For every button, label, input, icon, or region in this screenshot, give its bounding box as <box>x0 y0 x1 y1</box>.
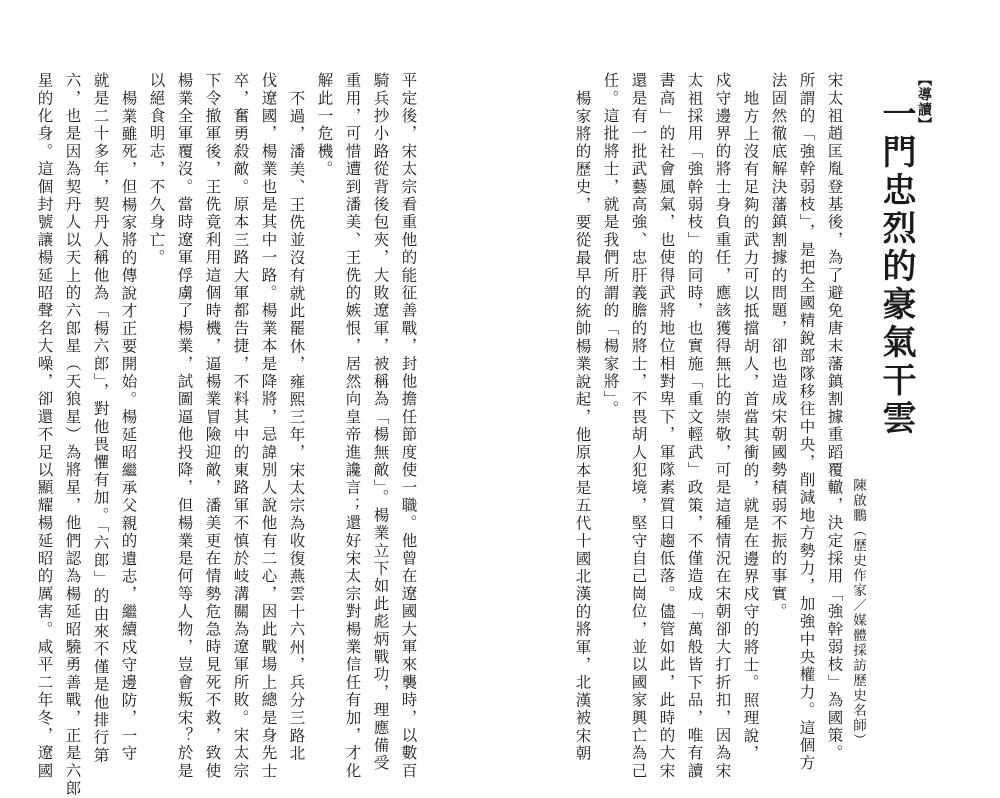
text-column: 任。這批將士，就是我們所謂的「楊家將」。 <box>601 72 620 419</box>
section-tag: 【導讀】 <box>916 72 932 132</box>
text-column: 地方上沒有足夠的武力可以抵擋胡人，首當其衝的，就是在邊界戍守的將士。照理說， <box>741 90 760 763</box>
author-role: （歷史作家／媒體採訪歷史名師） <box>850 523 866 748</box>
text-column: 下令撤軍後，王侁竟利用這個時機，逼楊業冒險迎敵，潘美更在情勢危急時見死不救，致使 <box>203 72 222 780</box>
text-column: 太祖採用「強幹弱枝」的同時，也實施「重文輕武」政策，不僅造成「萬般皆下品，唯有讀 <box>685 72 704 780</box>
text-column: 還是有一批武藝高強、忠肝義膽的將士，不畏胡人犯境，堅守自己崗位，並以國家興亡為己 <box>629 72 648 780</box>
text-column: 以絕食明志，不久身亡。 <box>147 72 166 267</box>
text-column: 就是二十多年，契丹人稱他為「楊六郎」，對他畏懼有加。「六郎」的由來不僅是他排行第 <box>91 72 110 765</box>
text-column: 宋太祖趙匡胤登基後，為了避免唐末藩鎮割據重蹈覆轍，決定採用「強幹弱枝」為國策。 <box>825 72 844 763</box>
text-column: 書高」的社會風氣，也使得武將地位相對卑下，軍隊素質日趨低落。儘管如此，此時的大宋 <box>657 72 676 780</box>
text-column: 騎兵抄小路從背後包夾，大敗遼軍，被稱為「楊無敵」。楊業立下如此彪炳戰功，理應備受 <box>371 72 390 773</box>
text-column: 楊業全軍覆沒。當時遼軍俘虜了楊業，試圖逼他投降，但楊業是何等人物，豈會叛宋？於是 <box>175 72 194 780</box>
text-column: 所謂的「強幹弱枝」，是把全國精銳部隊移往中央，削減地方勢力，加強中央權力。這個方 <box>797 72 816 773</box>
author-name: 陳啟鵬 <box>850 478 866 523</box>
text-column: 解此一危機。 <box>315 72 334 179</box>
text-column: 楊業雖死，但楊家將的傳說才正要開始。楊延昭繼承父親的遺志，繼續戍守邊防，一守 <box>119 90 138 763</box>
text-column: 法固然徹底解決藩鎮割據的問題，卻也造成宋朝國勢積弱不振的事實。 <box>769 72 788 621</box>
byline <box>848 478 868 748</box>
page-title: 一門忠烈的豪氣干雲 <box>876 96 916 438</box>
text-column: 不過，潘美、王侁並沒有就此罷休，雍熙三年，宋太宗為收復燕雲十六州，兵分三路北 <box>287 90 306 763</box>
text-column: 伐遼國，楊業也是其中一路。楊業本是降將，忌諱別人說他有二心，因此戰場上總是身先士 <box>259 72 278 780</box>
text-column: 平定後，宋太宗看重他的能征善戰，封他擔任節度使一職。他曾在遼國大軍來襲時，以數百 <box>399 72 418 780</box>
text-column: 星的化身。這個封號讓楊延昭聲名大噪，卻還不足以顯耀楊延昭的厲害。咸平二年冬，遼國 <box>35 72 54 780</box>
text-column: 戍守邊界的將士身負重任，應該獲得無比的崇敬，可是這種情況在宋朝卻大打折扣，因為宋 <box>713 72 732 780</box>
text-column: 六，也是因為契丹人以天上的六郎星（天狼星）為將星，他們認為楊延昭驍勇善戰，正是六郎 <box>63 72 82 798</box>
text-column: 卒，奮勇殺敵。原本三路大軍都告捷，不料其中的東路軍不慎於岐溝關為遼軍所敗。宋太宗 <box>231 72 250 780</box>
text-column: 重用，可惜遭到潘美、王侁的嫉恨，居然向皇帝進讒言；還好宋太宗對楊業信任有加，才化 <box>343 72 362 780</box>
text-column: 楊家將的歷史，要從最早的統帥楊業說起，他原本是五代十國北漢的將軍，北漢被宋朝 <box>573 90 592 763</box>
